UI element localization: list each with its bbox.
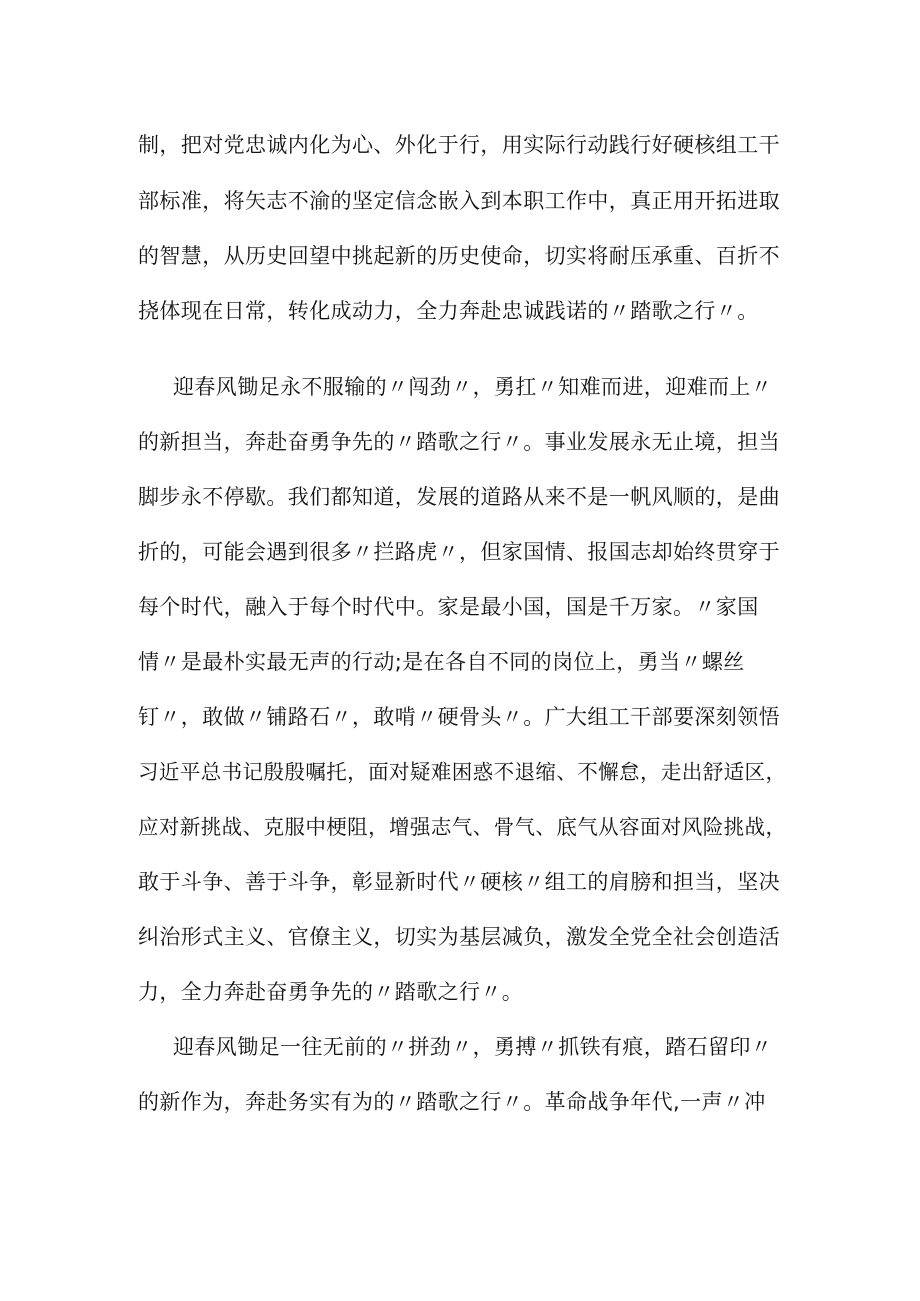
paragraph-1-line-2: 部标准，将矢志不渝的坚定信念嵌入到本职工作中，真正用开拓进取	[138, 189, 780, 213]
paragraph-2-line-11: 纠治形式主义、官僚主义，切实为基层减负，激发全党全社会创造活	[138, 925, 780, 949]
paragraph-1-line-1: 制，把对党忠诚内化为心、外化于行，用实际行动践行好硬核组工干	[138, 133, 780, 157]
paragraph-2-line-1: 迎春风锄足永不服输的〃闯劲〃，勇扛〃知难而进，迎难而上〃	[173, 375, 773, 399]
paragraph-2-line-12: 力，全力奔赴奋勇争先的〃踏歌之行〃。	[138, 980, 524, 1004]
paragraph-2-line-5: 每个时代，融入于每个时代中。家是最小国，国是千万家。〃家国	[138, 595, 759, 619]
paragraph-2-line-4: 折的，可能会遇到很多〃拦路虎〃，但家国情、报国志却始终贯穿于	[138, 540, 780, 564]
paragraph-1-line-4: 挠体现在日常，转化成动力，全力奔赴忠诚践诺的〃踏歌之行〃。	[138, 299, 759, 323]
paragraph-2-line-2: 的新担当，奔赴奋勇争先的〃踏歌之行〃。事业发展永无止境，担当	[138, 430, 780, 454]
paragraph-2-line-8: 习近平总书记殷殷嘱托，面对疑难困惑不退缩、不懈怠，走出舒适区，	[138, 760, 787, 784]
paragraph-2-line-7: 钉〃，敢做〃铺路石〃，敢啃〃硬骨头〃。广大组工干部要深刻领悟	[138, 705, 780, 729]
paragraph-1-line-3: 的智慧，从历史回望中挑起新的历史使命，切实将耐压承重、百折不	[138, 244, 780, 268]
paragraph-2-line-9: 应对新挑战、克服中梗阻，增强志气、骨气、底气从容面对风险挑战，	[138, 815, 787, 839]
paragraph-2-line-6: 情〃是最朴实最无声的行动;是在各自不同的岗位上，勇当〃螺丝	[138, 650, 745, 674]
paragraph-3-line-2: 的新作为，奔赴务实有为的〃踏歌之行〃。革命战争年代,一声〃冲	[138, 1090, 766, 1114]
paragraph-2-line-10: 敢于斗争、善于斗争，彰显新时代〃硬核〃组工的肩膀和担当，坚决	[138, 870, 780, 894]
paragraph-3-line-1: 迎春风锄足一往无前的〃拼劲〃，勇搏〃抓铁有痕，踏石留印〃	[173, 1035, 773, 1059]
paragraph-2-line-3: 脚步永不停歇。我们都知道，发展的道路从来不是一帆风顺的，是曲	[138, 485, 780, 509]
